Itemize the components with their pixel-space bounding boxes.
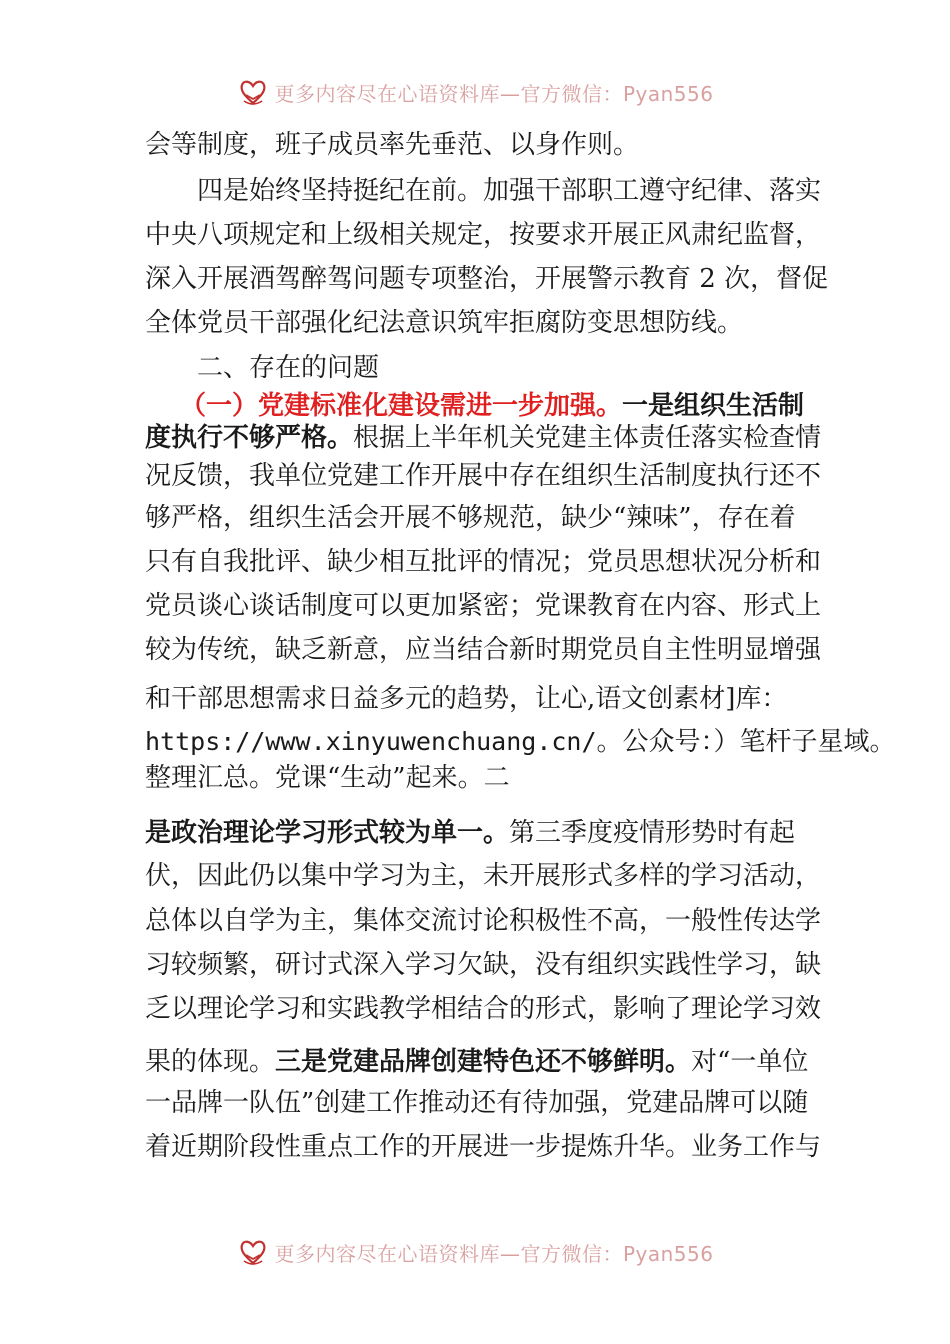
text-line: 深入开展酒驾醉驾问题专项整治，开展警示教育 2 次，督促 [145, 264, 829, 294]
subsection-heading-red: （一）党建标准化建设需进一步加强。 [180, 391, 623, 421]
text-line: 着近期阶段性重点工作的开展进一步提炼升华。业务工作与 [145, 1132, 822, 1162]
header-watermark-banner [0, 72, 950, 112]
url-link[interactable]: https://www.xinyuwenchuang.cn/ [145, 727, 597, 756]
footer-watermark-banner [0, 1232, 950, 1272]
red-book-logo-icon [236, 1235, 270, 1269]
text-line: 四是始终坚持挺纪在前。加强干部职工遵守纪律、落实 [197, 176, 822, 206]
text-line [145, 722, 896, 762]
text-span: 对“一单位 [691, 1047, 809, 1077]
text-span: 果的体现。 [145, 1047, 276, 1077]
text-line [145, 813, 795, 853]
watermark-text: 更多内容尽在心语资料库—官方微信：Pyan556 [274, 1241, 714, 1266]
text-span: 。公众号：）笔杆子星域。 [596, 727, 896, 757]
text-line: 党员谈心谈话制度可以更加紧密；党课教育在内容、形式上 [145, 591, 822, 621]
red-book-logo-icon [236, 75, 270, 109]
text-line: 全体党员干部强化纪法意识筑牢拒腐防变思想防线。 [145, 308, 744, 338]
text-line: 习较频繁，研讨式深入学习欠缺，没有组织实践性学习，缺 [145, 950, 822, 980]
text-line: 会等制度，班子成员率先垂范、以身作则。 [145, 130, 640, 160]
text-line: 较为传统，缺乏新意，应当结合新时期党员自主性明显增强 [145, 635, 822, 665]
text-line: 和干部思想需求日益多元的趋势，让心,语文创素材]库： [145, 684, 788, 714]
text-line: 一品牌一队伍”创建工作推动还有待加强，党建品牌可以随 [145, 1088, 809, 1118]
text-span: 根据上半年机关党建主体责任落实检查情 [353, 423, 822, 453]
text-line: 况反馈，我单位党建工作开展中存在组织生活制度执行还不 [145, 461, 822, 491]
text-line: 整理汇总。党课“生动”起来。二 [145, 763, 510, 793]
text-line: 总体以自学为主，集体交流讨论积极性不高，一般性传达学 [145, 906, 822, 936]
text-span: 第三季度疫情形势时有起 [509, 818, 796, 848]
bold-subheading: 是政治理论学习形式较为单一。 [145, 818, 510, 848]
bold-subheading: 度执行不够严格。 [145, 423, 354, 453]
section-heading: 二、存在的问题 [197, 353, 380, 383]
bold-subheading: 三是党建品牌创建特色还不够鲜明。 [275, 1047, 692, 1077]
watermark-text: 更多内容尽在心语资料库—官方微信：Pyan556 [274, 81, 714, 106]
bold-subheading: 一是组织生活制 [622, 391, 805, 421]
text-line: 乏以理论学习和实践教学相结合的形式，影响了理论学习效 [145, 994, 822, 1024]
text-line: 只有自我批评、缺少相互批评的情况；党员思想状况分析和 [145, 547, 822, 577]
text-line: 中央八项规定和上级相关规定，按要求开展正风肃纪监督， [145, 220, 822, 250]
text-line [145, 1042, 808, 1082]
text-line: 够严格，组织生活会开展不够规范，缺少“辣味”，存在着 [145, 503, 796, 533]
text-line: 伏，因此仍以集中学习为主，未开展形式多样的学习活动， [145, 861, 822, 891]
text-line [145, 418, 821, 458]
